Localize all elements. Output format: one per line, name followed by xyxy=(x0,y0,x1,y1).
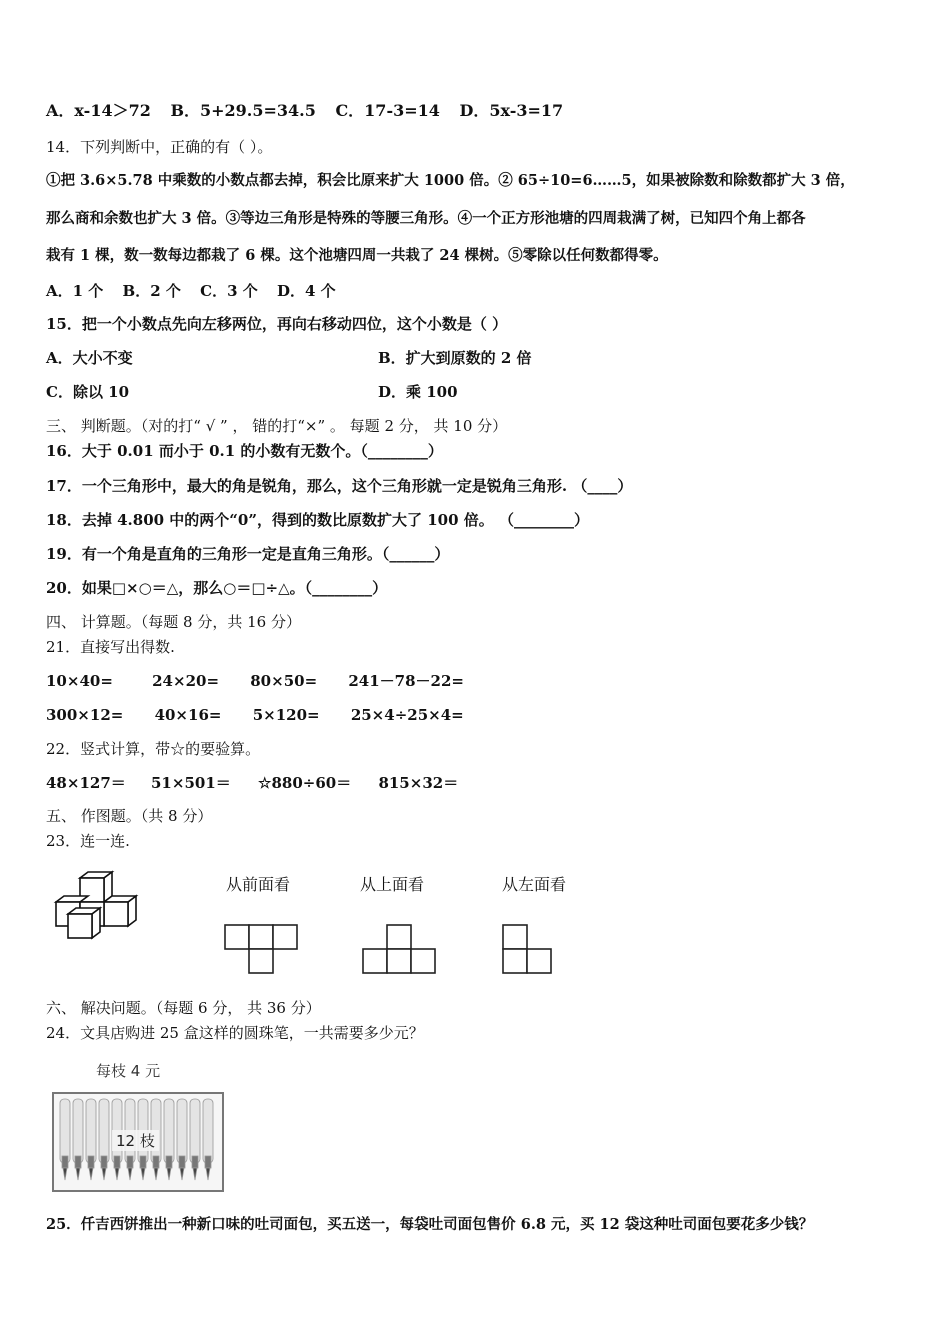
q14-option-d: D．4 个 xyxy=(276,282,336,300)
q13-option-b: B．5+29.5=34.5 xyxy=(170,101,316,120)
q21-item: 241－78－22= xyxy=(348,672,465,690)
q14-option-b: B．2 个 xyxy=(122,282,181,300)
q14-stem: 14．下列判断中，正确的有（ ）。 xyxy=(46,138,273,156)
section-6-heading: 六、 解决问题。（每题 6 分， 共 36 分） xyxy=(46,999,321,1017)
q15-option-d: D．乘 100 xyxy=(378,383,458,401)
view-label-top: 从上面看 xyxy=(360,875,425,894)
left-view-figure[interactable] xyxy=(500,922,556,978)
q17: 17．一个三角形中，最大的角是锐角，那么，这个三角形就一定是锐角三角形. （____） xyxy=(46,477,633,495)
q14-option-a: A．1 个 xyxy=(46,282,104,300)
top-view-figure[interactable] xyxy=(360,922,440,978)
q15-option-c: C．除以 10 xyxy=(46,383,130,401)
section-4-heading: 四、 计算题。（每题 8 分，共 16 分） xyxy=(46,613,301,631)
q25: 25．仟吉西饼推出一种新口味的吐司面包，买五送一，每袋吐司面包售价 6.8 元，买 12 袋这种吐司面包要花多少钱？ xyxy=(46,1216,814,1233)
q21-item: 10×40= xyxy=(46,672,113,690)
q15-option-a: A．大小不变 xyxy=(46,349,133,367)
q13-options xyxy=(46,101,563,121)
q14-option-c: C．3 个 xyxy=(200,282,258,300)
q21-item: 25×4÷25×4= xyxy=(350,706,464,724)
section-3-heading: 三、 判断题。（对的打“ √ ” ， 错的打“×” 。 每题 2 分， 共 10 分） xyxy=(46,417,508,435)
view-label-left: 从左面看 xyxy=(502,875,567,894)
front-view-figure[interactable] xyxy=(222,922,302,978)
q22-item: 51×501＝ xyxy=(151,774,231,792)
q22-item: 48×127＝ xyxy=(46,774,126,792)
q21-item: 80×50= xyxy=(250,672,318,690)
q24-stem: 24．文具店购进 25 盒这样的圆珠笔，一共需要多少元？ xyxy=(46,1024,424,1042)
q22-item: ☆880÷60＝ xyxy=(258,774,352,792)
pen-box-image xyxy=(52,1092,224,1192)
q13-option-c: C．17-3=14 xyxy=(335,101,440,120)
view-label-front: 从前面看 xyxy=(226,875,291,894)
q19: 19．有一个角是直角的三角形一定是直角三角形。（______） xyxy=(46,545,450,563)
q18: 18．去掉 4.800 中的两个“0”，得到的数比原数扩大了 100 倍。 （________） xyxy=(46,511,589,529)
q21-item: 40×16= xyxy=(154,706,222,724)
q23-stem: 23．连一连. xyxy=(46,832,130,850)
q14-options xyxy=(46,281,336,301)
q14-line2: 那么商和余数也扩大 3 倍。③等边三角形是特殊的等腰三角形。④一个正方形池塘的四周栽满了树，已知四个角上都各 xyxy=(46,210,806,227)
q22-item: 815×32＝ xyxy=(378,774,459,792)
q22-stem: 22．竖式计算，带☆的要验算。 xyxy=(46,740,261,758)
q13-option-a: A．x-14＞72 xyxy=(46,101,151,120)
section-5-heading: 五、 作图题。（共 8 分） xyxy=(46,807,213,825)
q22-items xyxy=(46,773,458,793)
q20: 20．如果□×○＝△，那么○＝□÷△。（________） xyxy=(46,579,388,597)
q13-option-d: D．5x-3=17 xyxy=(459,101,564,120)
q21-row-1 xyxy=(46,671,464,691)
q15-option-b: B．扩大到原数的 2 倍 xyxy=(378,349,532,367)
q16: 16．大于 0.01 而小于 0.1 的小数有无数个。（________） xyxy=(46,442,443,460)
q21-item: 5×120= xyxy=(252,706,320,724)
q21-stem: 21．直接写出得数. xyxy=(46,638,175,656)
q21-item: 24×20= xyxy=(152,672,220,690)
pen-price-label: 每枝 4 元 xyxy=(96,1062,161,1080)
cube-stack-figure xyxy=(48,870,150,950)
q21-item: 300×12= xyxy=(46,706,124,724)
q15-stem: 15．把一个小数点先向左移两位，再向右移动四位，这个小数是（ ） xyxy=(46,315,508,333)
pen-box-count-label: 12 枝 xyxy=(112,1130,159,1151)
q14-line3: 栽有 1 棵，数一数每边都栽了 6 棵。这个池塘四周一共栽了 24 棵树。⑤零除以任何数都得零。 xyxy=(46,247,668,264)
q21-row-2 xyxy=(46,705,464,725)
q14-line1: ①把 3.6×5.78 中乘数的小数点都去掉，积会比原来扩大 1000 倍。② 65÷10=6……5，如果被除数和除数都扩大 3 倍， xyxy=(46,172,855,189)
